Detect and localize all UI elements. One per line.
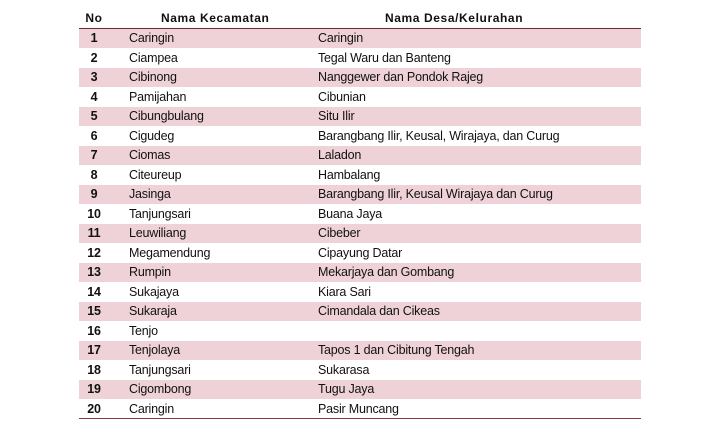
table-row <box>79 68 641 88</box>
table-row <box>79 127 641 147</box>
table-row <box>79 283 641 303</box>
header-no: No <box>85 11 103 25</box>
cell-kecamatan: Megamendung <box>129 245 211 260</box>
cell-no: 12 <box>87 245 101 260</box>
table-row <box>79 185 641 205</box>
table-row <box>79 341 641 361</box>
cell-no: 19 <box>87 382 101 397</box>
table-row <box>79 146 641 166</box>
cell-kecamatan: Tanjungsari <box>129 362 191 377</box>
cell-kecamatan: Sukajaya <box>129 284 179 299</box>
table-row <box>79 263 641 283</box>
cell-desa: Kiara Sari <box>318 284 371 299</box>
cell-desa: Hambalang <box>318 167 381 182</box>
cell-no: 11 <box>87 226 101 241</box>
cell-kecamatan: Ciampea <box>129 50 178 65</box>
cell-desa: Cimandala dan Cikeas <box>318 304 440 319</box>
cell-kecamatan: Jasinga <box>129 187 171 202</box>
kecamatan-table <box>79 8 641 419</box>
table-row <box>79 205 641 225</box>
cell-no: 15 <box>87 304 101 319</box>
cell-kecamatan: Cigombong <box>129 382 192 397</box>
cell-kecamatan: Caringin <box>129 31 174 46</box>
cell-kecamatan: Tanjungsari <box>129 206 191 221</box>
cell-desa: Laladon <box>318 148 362 163</box>
table-row <box>79 166 641 186</box>
cell-no: 14 <box>87 284 101 299</box>
header-kecamatan: Nama Kecamatan <box>161 11 270 25</box>
cell-desa: Sukarasa <box>318 362 370 377</box>
cell-desa: Cibeber <box>318 226 361 241</box>
table-row <box>79 107 641 127</box>
cell-desa: Mekarjaya dan Gombang <box>318 265 455 280</box>
cell-no: 4 <box>90 89 98 104</box>
cell-kecamatan: Pamijahan <box>129 89 187 104</box>
table-row <box>79 361 641 381</box>
cell-no: 5 <box>90 109 98 124</box>
cell-kecamatan: Tenjo <box>129 323 158 338</box>
cell-kecamatan: Leuwiliang <box>129 226 187 241</box>
table-row <box>79 49 641 69</box>
cell-kecamatan: Ciomas <box>129 148 171 163</box>
table-body <box>79 29 641 419</box>
cell-desa: Caringin <box>318 31 363 46</box>
cell-kecamatan: Citeureup <box>129 167 182 182</box>
table-row <box>79 400 641 420</box>
table-row <box>79 244 641 264</box>
cell-kecamatan: Cibungbulang <box>129 109 204 124</box>
cell-no: 20 <box>87 401 101 416</box>
cell-no: 9 <box>90 187 98 202</box>
cell-no: 16 <box>87 323 101 338</box>
cell-desa: Tegal Waru dan Banteng <box>318 50 451 65</box>
table-row <box>79 302 641 322</box>
table-row <box>79 88 641 108</box>
cell-desa: Cibunian <box>318 89 366 104</box>
cell-kecamatan: Caringin <box>129 401 174 416</box>
cell-no: 7 <box>90 148 98 163</box>
cell-desa: Tapos 1 dan Cibitung Tengah <box>318 343 475 358</box>
cell-no: 18 <box>87 362 101 377</box>
cell-desa: Barangbang Ilir, Keusal, Wirajaya, dan Curug <box>318 128 560 143</box>
cell-desa: Barangbang Ilir, Keusal Wirajaya dan Curug <box>318 187 553 202</box>
table-header-row <box>79 8 641 29</box>
cell-no: 13 <box>87 265 101 280</box>
cell-kecamatan: Cibinong <box>129 70 177 85</box>
cell-kecamatan: Sukaraja <box>129 304 177 319</box>
cell-desa: Nanggewer dan Pondok Rajeg <box>318 70 484 85</box>
cell-desa: Situ Ilir <box>318 109 355 124</box>
cell-no: 8 <box>90 167 98 182</box>
table-row <box>79 380 641 400</box>
table-row <box>79 29 641 49</box>
cell-no: 2 <box>90 50 98 65</box>
cell-no: 1 <box>90 31 98 46</box>
header-desa: Nama Desa/Kelurahan <box>385 11 524 25</box>
cell-no: 6 <box>90 128 98 143</box>
cell-kecamatan: Tenjolaya <box>129 343 181 358</box>
cell-no: 3 <box>90 70 98 85</box>
table-row <box>79 224 641 244</box>
table-row <box>79 322 641 342</box>
cell-desa: Buana Jaya <box>318 206 383 221</box>
cell-no: 17 <box>87 343 101 358</box>
cell-desa: Pasir Muncang <box>318 401 399 416</box>
cell-kecamatan: Rumpin <box>129 265 171 280</box>
cell-no: 10 <box>87 206 101 221</box>
cell-desa: Tugu Jaya <box>318 382 375 397</box>
cell-kecamatan: Cigudeg <box>129 128 175 143</box>
cell-desa: Cipayung Datar <box>318 245 403 260</box>
